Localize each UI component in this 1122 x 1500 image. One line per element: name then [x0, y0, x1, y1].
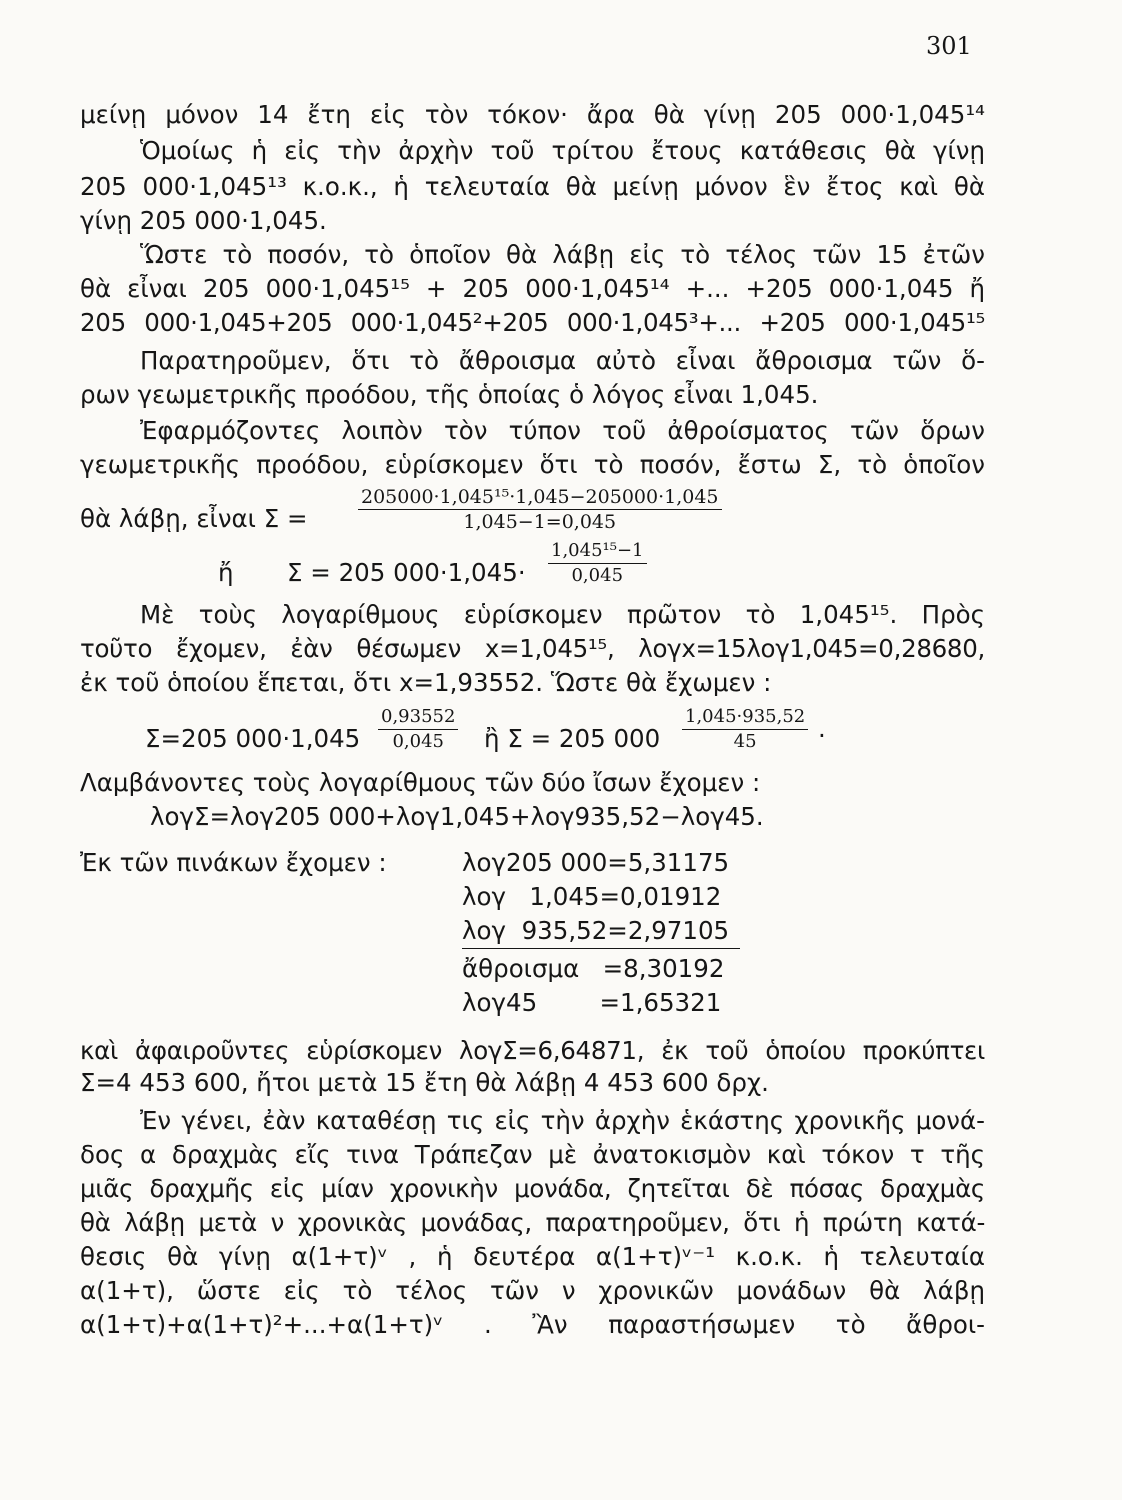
text-line: Ἐν γένει, ἐὰν καταθέσῃ τις εἰς τὴν ἀρχὴν ἑκάστης χρονικῆς μονά-: [140, 1106, 985, 1135]
formula-3-fraction-2: [682, 706, 808, 753]
formula-2-prefix: ἤ: [218, 558, 234, 587]
formula-3-middle: ἢ Σ = 205 000: [484, 724, 661, 753]
text-line: μιᾶς δραχμῆς εἰς μίαν χρονικὴν μονάδα, ζητεῖται δὲ πόσας δραχμὰς: [80, 1174, 985, 1203]
text-line: Παρατηροῦμεν, ὅτι τὸ ἄθροισμα αὐτὸ εἶναι ἄθροισμα τῶν ὅ-: [140, 346, 985, 375]
text-line: ἐκ τοῦ ὁποίου ἕπεται, ὅτι x=1,93552. Ὥστε θὰ ἔχωμεν :: [80, 668, 772, 697]
log-table-row: λογ 1,045=0,01912: [462, 882, 722, 911]
formula-3-fraction-1: [378, 706, 458, 753]
text-line: λογΣ=λογ205 000+λογ1,045+λογ935,52−λογ45.: [150, 802, 764, 831]
text-line: Ὥστε τὸ ποσόν, τὸ ὁποῖον θὰ λάβῃ εἰς τὸ τέλος τῶν 15 ἐτῶν: [140, 240, 985, 269]
formula-3-denominator-2: 45: [733, 731, 757, 752]
formula-2-body: Σ = 205 000·1,045·: [287, 558, 526, 587]
text-line: Ἐφαρμόζοντες λοιπὸν τὸν τύπον τοῦ ἀθροίσματος τῶν ὅρων: [140, 416, 985, 445]
text-line: α(1+τ), ὥστε εἰς τὸ τέλος τῶν ν χρονικῶν μονάδων θὰ λάβῃ: [80, 1276, 985, 1305]
text-line: καὶ ἀφαιροῦντες εὑρίσκομεν λογΣ=6,64871, ἐκ τοῦ ὁποίου προκύπτει: [80, 1036, 985, 1065]
formula-3-denominator-1: 0,045: [392, 731, 444, 752]
page-number: 301: [926, 32, 972, 60]
text-line: α(1+τ)+α(1+τ)²+...+α(1+τ)ᵛ . Ἂν παραστήσωμεν τὸ ἄθροι-: [80, 1310, 985, 1339]
text-line: γεωμετρικῆς προόδου, εὑρίσκομεν ὅτι τὸ ποσόν, ἔστω Σ, τὸ ὁποῖον: [80, 450, 985, 479]
text-line: δος α δραχμὰς εἴς τινα Τράπεζαν μὲ ἀνατοκισμὸν καὶ τόκον τ τῆς: [80, 1140, 985, 1169]
formula-1-fraction: [358, 486, 722, 533]
text-line: θεσις θὰ γίνῃ α(1+τ)ᵛ , ἡ δευτέρα α(1+τ)ᵛ⁻¹ κ.ο.κ. ἡ τελευταία: [80, 1242, 985, 1271]
text-line: Ὁμοίως ἡ εἰς τὴν ἀρχὴν τοῦ τρίτου ἔτους κατάθεσις θὰ γίνῃ: [140, 136, 985, 165]
log-table-row: λογ205 000=5,31175: [462, 848, 730, 877]
text-line: 205 000·1,045+205 000·1,045²+205 000·1,045³+... +205 000·1,045¹⁵: [80, 308, 985, 337]
text-line: Λαμβάνοντες τοὺς λογαρίθμους τῶν δύο ἴσων ἔχομεν :: [80, 768, 761, 797]
formula-3-end: .: [818, 714, 826, 743]
log-table-intro: Ἐκ τῶν πινάκων ἔχομεν :: [80, 848, 387, 877]
text-line: μείνῃ μόνον 14 ἔτη εἰς τὸν τόκον· ἄρα θὰ γίνῃ 205 000·1,045¹⁴: [80, 100, 985, 129]
log-table-row: λογ 935,52=2,97105: [462, 916, 730, 945]
text-line: Μὲ τοὺς λογαρίθμους εὑρίσκομεν πρῶτον τὸ 1,045¹⁵. Πρὸς: [140, 600, 985, 629]
log-table-row: ἄθροισμα =8,30192: [462, 954, 725, 983]
formula-1-denominator: 1,045−1=0,045: [463, 511, 617, 533]
formula-3-left: Σ=205 000·1,045: [145, 724, 361, 753]
log-table-row: λογ45 =1,65321: [462, 988, 722, 1017]
formula-1-prefix: θὰ λάβῃ, εἶναι Σ =: [80, 504, 308, 533]
formula-1-numerator: 205000·1,045¹⁵·1,045−205000·1,045: [358, 486, 722, 510]
formula-2-denominator: 0,045: [571, 565, 624, 586]
formula-2-numerator: 1,045¹⁵−1: [548, 540, 647, 564]
formula-3-numerator-2: 1,045·935,52: [682, 706, 808, 730]
text-line: 205 000·1,045¹³ κ.ο.κ., ἡ τελευταία θὰ μείνῃ μόνον ἓν ἔτος καὶ θὰ: [80, 172, 985, 201]
text-line: Σ=4 453 600, ἤτοι μετὰ 15 ἔτη θὰ λάβῃ 4 453 600 δρχ.: [80, 1068, 769, 1097]
formula-2-fraction: [548, 540, 647, 587]
sum-rule: [462, 948, 740, 949]
text-line: τοῦτο ἔχομεν, ἐὰν θέσωμεν x=1,045¹⁵, λογx=15λογ1,045=0,28680,: [80, 634, 985, 663]
text-line: ρων γεωμετρικῆς προόδου, τῆς ὁποίας ὁ λόγος εἶναι 1,045.: [80, 380, 819, 409]
formula-3-numerator-1: 0,93552: [378, 706, 458, 730]
text-line: θὰ εἶναι 205 000·1,045¹⁵ + 205 000·1,045¹⁴ +... +205 000·1,045 ἤ: [80, 274, 985, 303]
text-line: γίνῃ 205 000·1,045.: [80, 206, 327, 235]
text-line: θὰ λάβῃ μετὰ ν χρονικὰς μονάδας, παρατηροῦμεν, ὅτι ἡ πρώτη κατά-: [80, 1208, 985, 1237]
